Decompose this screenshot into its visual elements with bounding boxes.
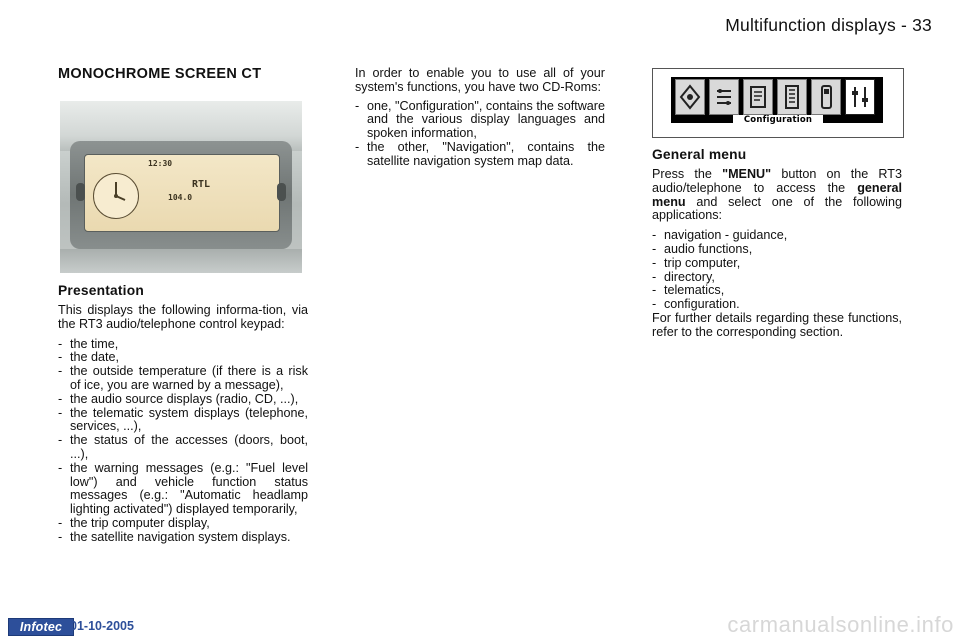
presentation-heading: Presentation — [58, 283, 144, 298]
lcd-frequency: 104.0 — [168, 193, 193, 202]
list-item: - the telematic system displays (telephone, services, ...), — [58, 407, 308, 435]
text-run: button on the RT3 audio/telephone to access the — [652, 167, 902, 195]
section-title: MONOCHROME SCREEN CT — [58, 66, 262, 82]
general-menu-term: general menu — [652, 180, 902, 209]
audio-icon — [709, 79, 739, 115]
menu-icon-bar — [671, 77, 883, 123]
list-item: - telematics, — [652, 284, 902, 298]
general-menu-closing: For further details regarding these functions, refer to the corresponding section. — [652, 310, 902, 339]
list-item: - navigation - guidance, — [652, 229, 902, 243]
list-item: - one, "Configuration", contains the software and the various display languages and spoken information, — [355, 100, 605, 141]
applications-list — [652, 229, 902, 312]
text-run: Press the — [652, 167, 723, 181]
footer-date: 01-10-2005 — [70, 619, 134, 633]
presentation-intro: This displays the following informa-tion, via the RT3 audio/telephone control keypad: — [58, 303, 308, 331]
cdrom-intro: In order to enable you to use all of your system's functions, you have two CD-Roms: — [355, 66, 605, 94]
general-menu-block — [652, 168, 902, 340]
list-item: - the trip computer display, — [58, 517, 308, 531]
presentation-block — [58, 304, 308, 545]
menu-button-label: "MENU" — [722, 167, 772, 181]
navigation-icon — [675, 79, 705, 115]
watermark: carmanualsonline.info — [727, 612, 954, 637]
presentation-list — [58, 338, 308, 545]
configuration-menu-image — [652, 68, 904, 138]
configuration-icon — [845, 79, 875, 115]
list-item: - the status of the accesses (doors, boot, ...), — [58, 434, 308, 462]
page-title: Multifunction displays - 33 — [725, 15, 932, 35]
list-item: - the satellite navigation system displays. — [58, 531, 308, 545]
list-item: - the other, "Navigation", contains the satellite navigation system map data. — [355, 141, 605, 169]
cdrom-block — [355, 67, 605, 169]
display-right-button — [277, 183, 286, 201]
display-left-button — [76, 183, 85, 201]
configuration-caption: Configuration — [733, 115, 823, 125]
list-item: - configuration. — [652, 298, 902, 312]
list-item: - the time, — [58, 338, 308, 352]
list-item: - the outside temperature (if there is a risk of ice, you are warned by a message), — [58, 365, 308, 393]
dashboard-lower — [60, 249, 302, 273]
lcd-time: 12:30 — [148, 159, 173, 168]
analog-clock-icon — [93, 173, 139, 219]
list-item: - directory, — [652, 271, 902, 285]
cdrom-list — [355, 100, 605, 169]
list-item: - the audio source displays (radio, CD, ...), — [58, 393, 308, 407]
lcd-station: RTL — [192, 179, 211, 190]
dashboard-display-photo — [60, 101, 302, 273]
infotec-logo: Infotec — [8, 618, 74, 636]
trip-computer-icon — [743, 79, 773, 115]
list-item: - audio functions, — [652, 243, 902, 257]
text-run: and select one of the following applications: — [652, 194, 902, 223]
list-item: - the warning messages (e.g.: "Fuel level low") and vehicle function status messages (e.g.: "Automatic headlamp lighting activated") displayed temporarily, — [58, 462, 308, 517]
list-item: - trip computer, — [652, 257, 902, 271]
general-menu-paragraph — [652, 168, 902, 223]
list-item: - the date, — [58, 351, 308, 365]
telephone-icon — [811, 79, 841, 115]
directory-icon — [777, 79, 807, 115]
general-menu-heading: General menu — [652, 147, 747, 162]
